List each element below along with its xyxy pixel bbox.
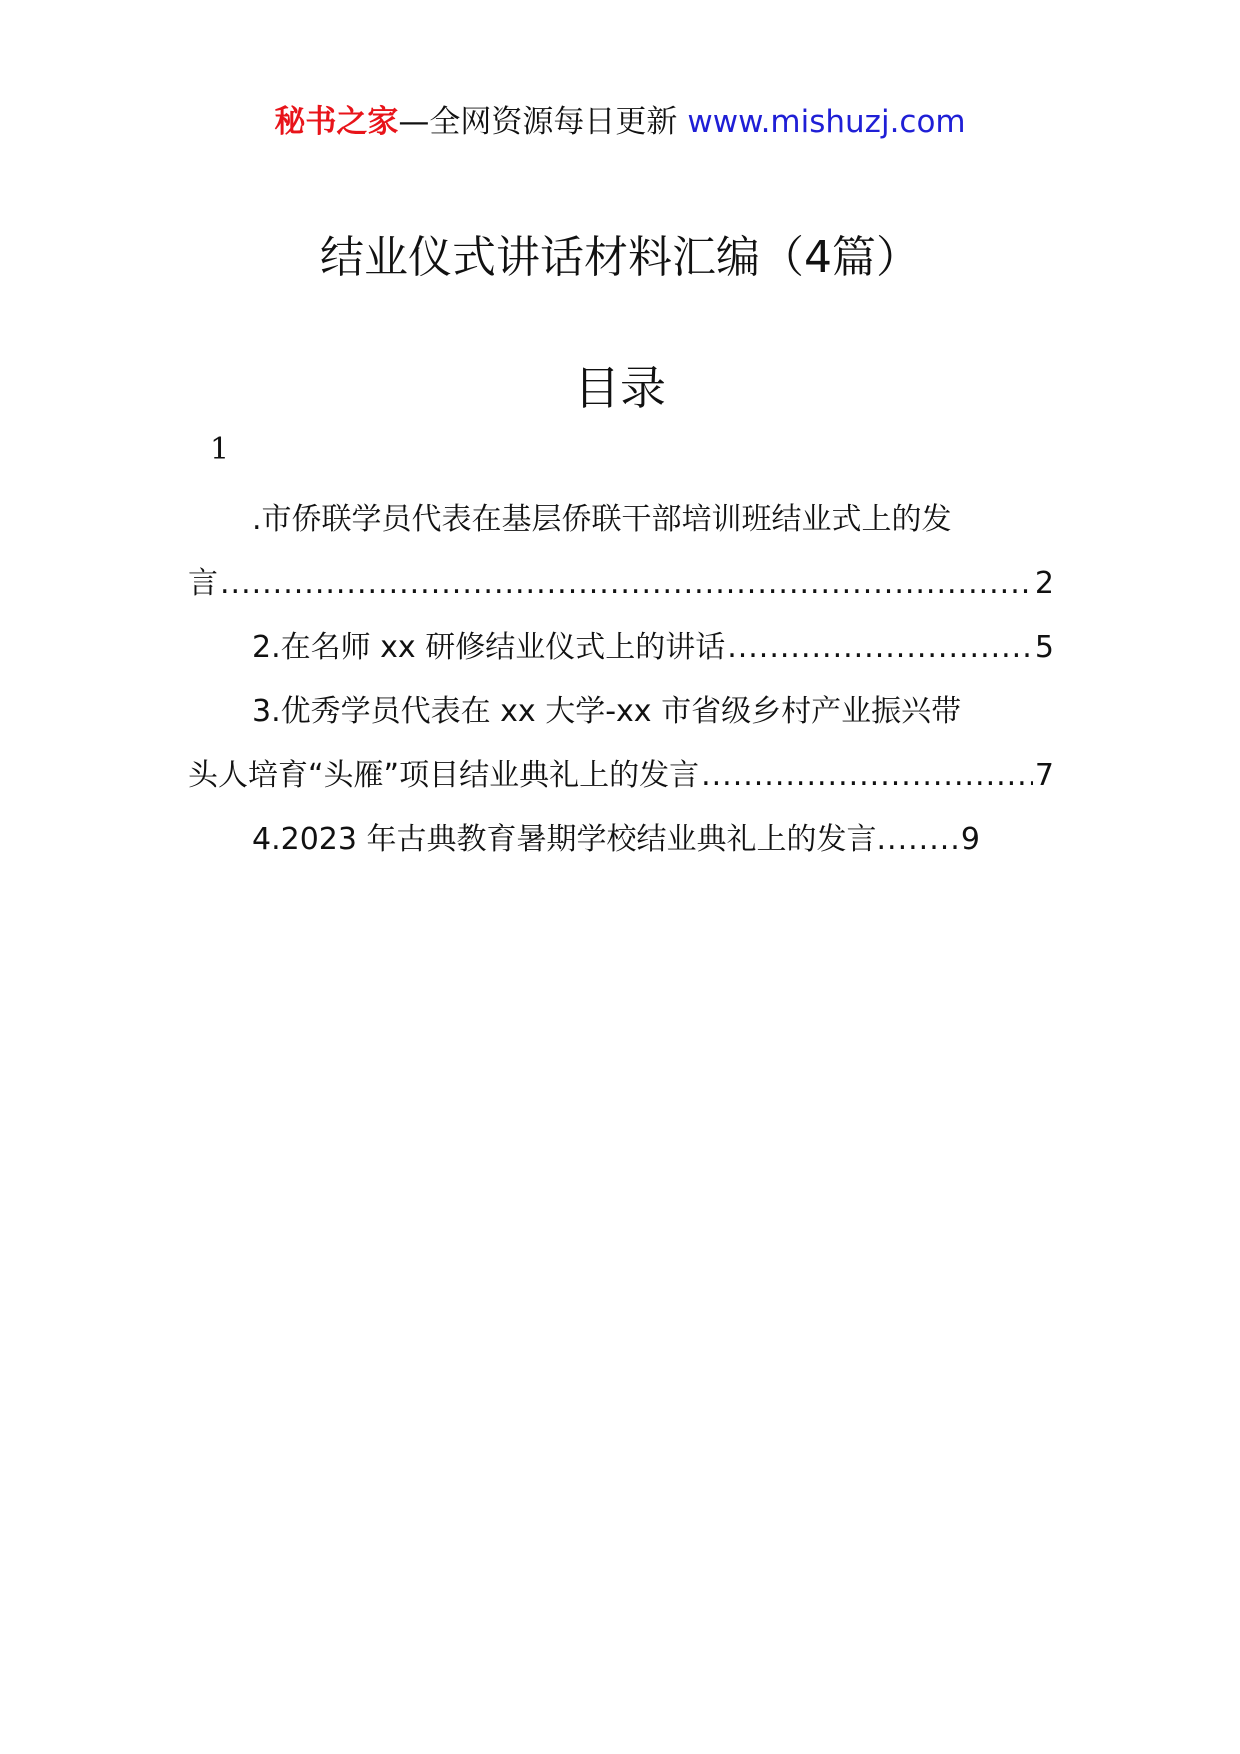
- toc-item-3-text-cont: 头人培育“头雁”项目结业典礼上的发言: [188, 758, 700, 793]
- toc-item-4-text: 4.2023 年古典教育暑期学校结业典礼上的发言: [252, 822, 877, 857]
- toc-item-1-line2[interactable]: [188, 552, 1054, 616]
- toc-heading: 目录: [574, 361, 666, 415]
- document-title: 结业仪式讲话材料汇编（4篇）: [320, 232, 920, 283]
- brand-name: 秘书之家: [274, 104, 399, 140]
- toc-item-3-page: 7: [1034, 758, 1054, 793]
- site-header-banner: [0, 102, 1240, 142]
- toc-leader-dots: [727, 616, 1033, 680]
- toc-item-2-page: 5: [1034, 630, 1054, 665]
- table-of-contents: [188, 488, 1054, 872]
- toc-item-3-line2[interactable]: [188, 744, 1054, 808]
- toc-item-1-page: 2: [1034, 566, 1054, 601]
- site-url-link[interactable]: www.mishuzj.com: [687, 104, 966, 140]
- page-number-label: 1: [210, 432, 230, 467]
- toc-item-1-line1[interactable]: [188, 488, 1054, 552]
- toc-item-1-text: .市侨联学员代表在基层侨联干部培训班结业式上的发: [252, 502, 952, 537]
- header-tagline: —全网资源每日更新: [398, 104, 678, 140]
- toc-item-4-page: 9: [960, 822, 980, 857]
- toc-item-2[interactable]: [188, 616, 1054, 680]
- toc-item-3-text: 3.优秀学员代表在 xx 大学-xx 市省级乡村产业振兴带: [252, 694, 962, 729]
- toc-item-1-text-cont: 言: [188, 566, 218, 601]
- toc-leader-dots: [701, 744, 1033, 808]
- toc-leader-dots: [220, 552, 1033, 616]
- toc-leader-dots: ........: [876, 822, 961, 857]
- toc-item-3-line1[interactable]: [188, 680, 1054, 744]
- toc-item-2-text: 2.在名师 xx 研修结业仪式上的讲话: [252, 630, 726, 665]
- toc-item-4[interactable]: [188, 808, 1054, 872]
